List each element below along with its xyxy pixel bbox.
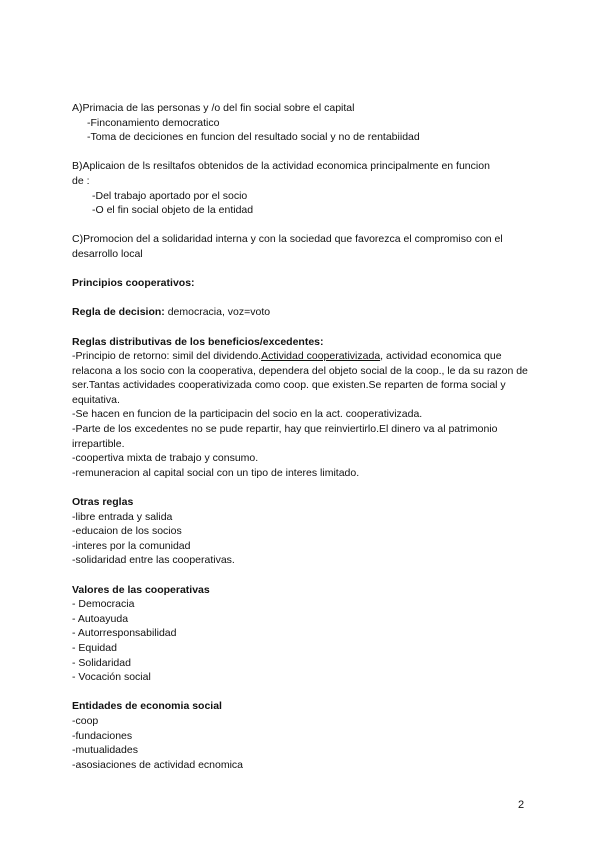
regla-decision — [72, 305, 534, 320]
section-a-item-2: -Toma de deciciones en funcion del resultado social y no de rentabiidad — [87, 131, 420, 144]
valores-item-4: - Equidad — [72, 641, 117, 654]
otras-reglas-item-1: -libre entrada y salida — [72, 510, 173, 523]
spacer — [72, 480, 534, 495]
spacer — [72, 218, 534, 233]
reglas-distributivas-item-3: -coopertiva mixta de trabajo y consumo. — [72, 452, 259, 465]
principio-retorno-paragraph — [72, 349, 534, 407]
section-c-text: C)Promocion del a solidaridad interna y con la sociedad que favorezca el compromiso con el desarrollo local — [72, 233, 503, 260]
section-b-title-line-2: de : — [72, 174, 90, 187]
otras-reglas-item-3: -interes por la comunidad — [72, 539, 191, 552]
reglas-distributivas-heading: Reglas distributivas de los beneficios/excedentes: — [72, 335, 324, 348]
document-body — [72, 101, 534, 772]
entidades-item-4: -asosiaciones de actividad ecnomica — [72, 758, 244, 771]
valores-item-5: - Solidaridad — [72, 656, 131, 669]
spacer — [72, 145, 534, 160]
section-b-item-1: -Del trabajo aportado por el socio — [92, 189, 248, 202]
section-b-title-line-1: B)Aplicaion de ls resiltafos obtenidos de la actividad economica principalmente en funcion — [72, 160, 490, 173]
valores-item-3: - Autorresponsabilidad — [72, 627, 177, 640]
principios-heading: Principios cooperativos: — [72, 277, 195, 290]
section-b-item-2: -O el fin social objeto de la entidad — [92, 204, 254, 217]
spacer — [72, 320, 534, 335]
otras-reglas-item-2: -educaion de los socios — [72, 525, 182, 538]
section-a-title: A)Primacia de las personas y /o del fin social sobre el capital — [72, 102, 355, 114]
reglas-distributivas-item-2: -Parte de los excedentes no se pude repartir, hay que reinviertirlo.El dinero va al patrimonio irrepartible. — [72, 423, 498, 450]
entidades-item-1: -coop — [72, 714, 99, 727]
otras-reglas-heading: Otras reglas — [72, 496, 134, 509]
reglas-distributivas-item-4: -remuneracion al capital social con un tipo de interes limitado. — [72, 466, 360, 479]
valores-heading: Valores de las cooperativas — [72, 583, 210, 596]
valores-item-2: - Autoayuda — [72, 612, 129, 625]
regla-decision-value: democracia, voz=voto — [164, 306, 271, 319]
valores-item-6: - Vocación social — [72, 671, 151, 684]
otras-reglas-item-4: -solidaridad entre las cooperativas. — [72, 554, 235, 567]
reglas-distributivas-item-1: -Se hacen en funcion de la participacin del socio en la act. cooperativizada. — [72, 408, 423, 421]
spacer — [72, 568, 534, 583]
principio-retorno-intro: -Principio de retorno: simil del dividendo. — [72, 350, 262, 363]
valores-item-1: - Democracia — [72, 598, 135, 611]
spacer — [72, 685, 534, 700]
entidades-heading: Entidades de economia social — [72, 700, 222, 713]
spacer — [72, 291, 534, 306]
spacer — [72, 262, 534, 277]
section-a-item-1: -Finconamiento democratico — [87, 116, 220, 129]
actividad-cooperativizada-term: Actividad cooperativizada — [261, 350, 381, 363]
entidades-item-3: -mutualidades — [72, 744, 138, 757]
entidades-item-2: -fundaciones — [72, 729, 133, 742]
page-number: 2 — [518, 799, 525, 811]
regla-decision-label: Regla de decision: — [72, 306, 165, 319]
principio-retorno-rest: , actividad economica que relacona a los socio con la cooperativa, dependera del objeto social de la coop., le da su razon de ser.Tantas actividades cooperativizada como coop. que existen.Se reparten de forma social y equitativa. — [72, 350, 528, 406]
